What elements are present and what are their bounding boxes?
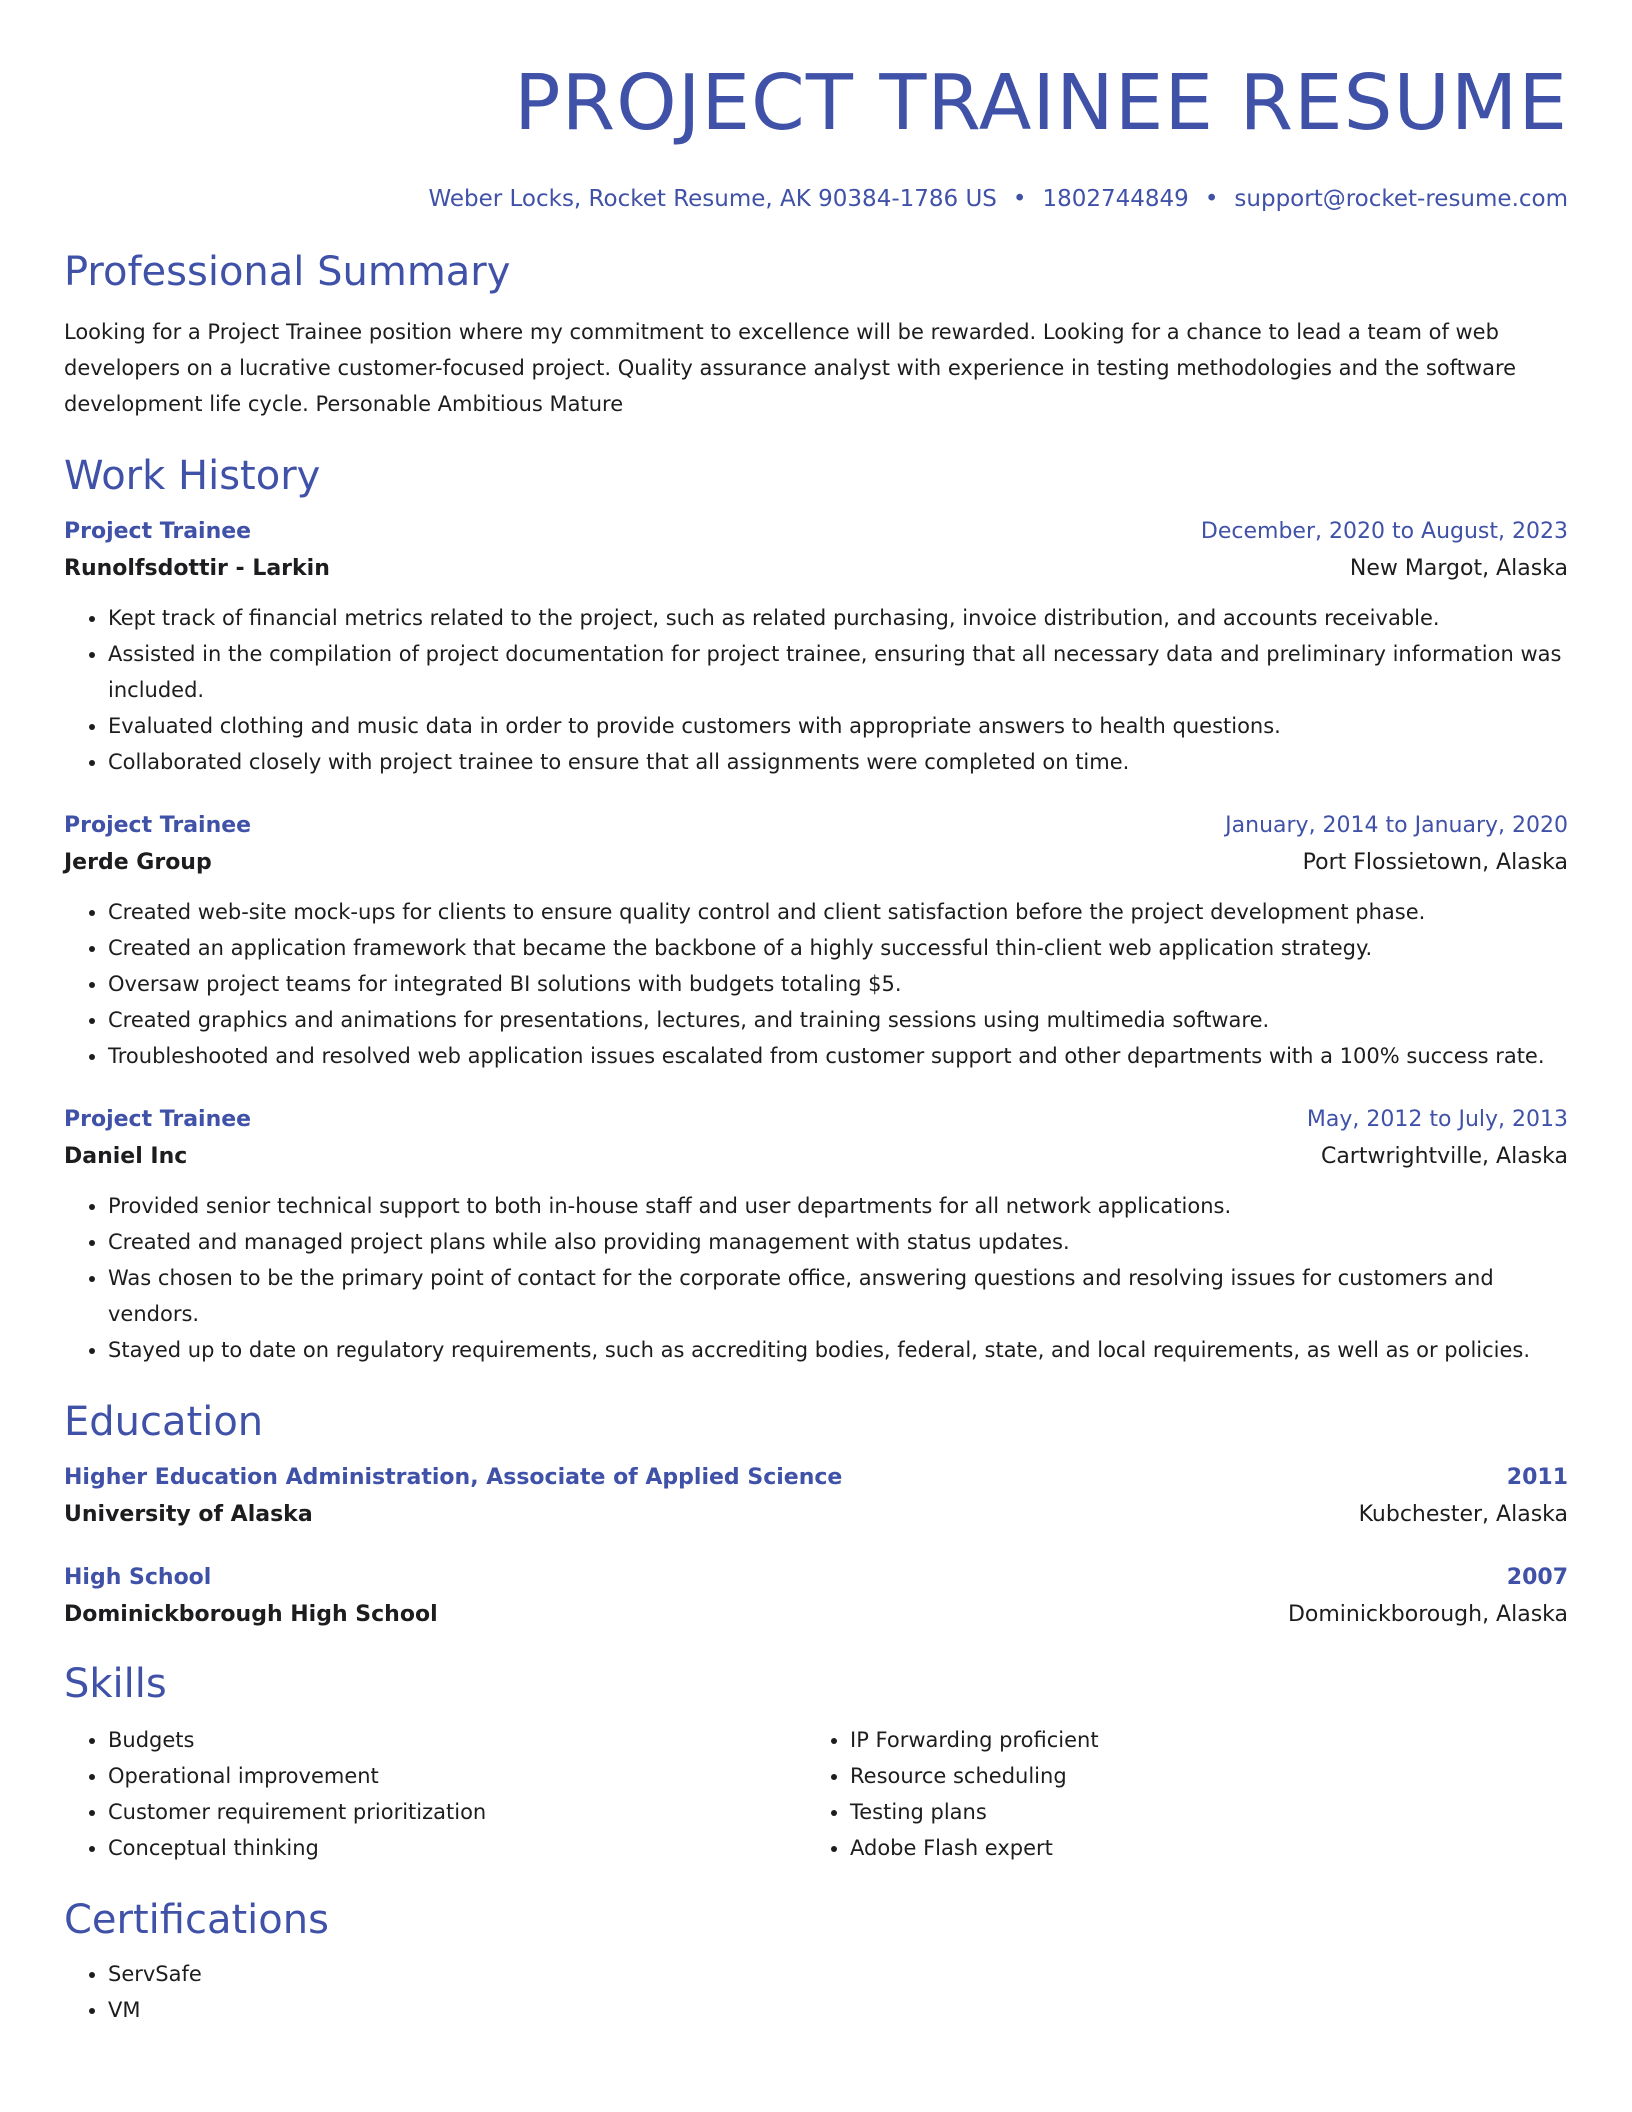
resume-header [64, 44, 1568, 216]
job-bullet: • Created and managed project plans while also providing management with status updates. [108, 1224, 1568, 1260]
job-title-row [64, 808, 1568, 844]
skill-item: • Conceptual thinking [108, 1830, 806, 1866]
skills-heading: Skills [64, 1661, 167, 1707]
job-entry [64, 1102, 1568, 1368]
job-title: Project Trainee [64, 519, 252, 544]
job-title-row [64, 514, 1568, 550]
job-bullet: • Assisted in the compilation of project documentation for project trainee, ensuring that all necessary data and preliminary information was included. [108, 636, 1568, 708]
separator-dot: • [1012, 186, 1027, 212]
certifications-heading: Certifications [64, 1897, 329, 1943]
summary-text: Looking for a Project Trainee position where my commitment to excellence will be rewarded. Looking for a chance to lead a team of web developers on a lucrative customer-focused project. Quality assurance analyst with experience in testing methodologies and the software development life cycle. Personable Ambitious Mature [64, 320, 1517, 416]
education-heading: Education [64, 1399, 264, 1445]
job-title: Project Trainee [64, 813, 252, 838]
job-company-row [64, 1138, 1568, 1176]
education-list [64, 1460, 1568, 1634]
education-school-row [64, 1496, 1568, 1534]
job-bullet: • Created an application framework that became the backbone of a highly successful thin-client web application strategy. [108, 930, 1568, 966]
contact-phone: 1802744849 [1042, 186, 1189, 212]
skill-item: • Operational improvement [108, 1758, 806, 1794]
certification-item: • ServSafe [108, 1956, 1568, 1992]
job-entry [64, 514, 1568, 780]
education-title-row [64, 1560, 1568, 1596]
job-location: New Margot, Alaska [1349, 556, 1568, 581]
education-school-row [64, 1596, 1568, 1634]
education-entry [64, 1460, 1568, 1534]
job-company: Daniel Inc [64, 1144, 188, 1169]
job-dates: January, 2014 to January, 2020 [1225, 813, 1568, 838]
education-year: 2007 [1506, 1565, 1568, 1590]
job-bullet: • Oversaw project teams for integrated BI solutions with budgets totaling $5. [108, 966, 1568, 1002]
job-dates: December, 2020 to August, 2023 [1200, 519, 1568, 544]
education-degree: High School [64, 1565, 212, 1590]
job-bullet: • Troubleshooted and resolved web application issues escalated from customer support and other departments with a 100% success rate. [108, 1038, 1568, 1074]
resume-title: PROJECT TRAINEE RESUME [514, 59, 1568, 148]
skills-grid [64, 1722, 1568, 1866]
contact-line [64, 182, 1568, 216]
job-bullets [64, 894, 1568, 1074]
job-bullet: • Created web-site mock-ups for clients to ensure quality control and client satisfaction before the project development phase. [108, 894, 1568, 930]
job-bullets [64, 1188, 1568, 1368]
skill-item: • Adobe Flash expert [850, 1830, 1548, 1866]
separator-dot: • [1204, 186, 1219, 212]
skill-item: • Budgets [108, 1722, 806, 1758]
job-location: Port Flossietown, Alaska [1302, 850, 1568, 875]
skills-list [806, 1722, 1548, 1866]
job-entry [64, 808, 1568, 1074]
education-school: Dominickborough High School [64, 1602, 438, 1627]
education-location: Kubchester, Alaska [1358, 1502, 1568, 1527]
education-degree: Higher Education Administration, Associate of Applied Science [64, 1465, 843, 1490]
job-bullet: • Provided senior technical support to both in-house staff and user departments for all network applications. [108, 1188, 1568, 1224]
skill-item: • Customer requirement prioritization [108, 1794, 806, 1830]
job-bullet: • Collaborated closely with project trainee to ensure that all assignments were completed on time. [108, 744, 1568, 780]
job-location: Cartwrightville, Alaska [1320, 1144, 1568, 1169]
skill-item: • Testing plans [850, 1794, 1548, 1830]
job-title: Project Trainee [64, 1107, 252, 1132]
education-location: Dominickborough, Alaska [1287, 1602, 1568, 1627]
job-company: Jerde Group [64, 850, 212, 875]
skills-column-left [64, 1722, 806, 1866]
job-company: Runolfsdottir - Larkin [64, 556, 330, 581]
skills-list [64, 1722, 806, 1866]
job-bullets [64, 600, 1568, 780]
summary-heading: Professional Summary [64, 249, 511, 295]
contact-address: Weber Locks, Rocket Resume, AK 90384-1786 US [428, 186, 997, 212]
certification-item: • VM [108, 1992, 1568, 2028]
job-title-row [64, 1102, 1568, 1138]
work-history-heading: Work History [64, 453, 321, 499]
job-company-row [64, 550, 1568, 588]
education-year: 2011 [1506, 1465, 1568, 1490]
skills-column-right [806, 1722, 1548, 1866]
job-company-row [64, 844, 1568, 882]
job-bullet: • Kept track of financial metrics related to the project, such as related purchasing, invoice distribution, and accounts receivable. [108, 600, 1568, 636]
certifications-list [64, 1956, 1568, 2028]
contact-email[interactable]: support@rocket-resume.com [1234, 186, 1568, 212]
job-dates: May, 2012 to July, 2013 [1306, 1107, 1568, 1132]
education-title-row [64, 1460, 1568, 1496]
work-history-list [64, 514, 1568, 1368]
skill-item: • Resource scheduling [850, 1758, 1548, 1794]
job-bullet: • Was chosen to be the primary point of contact for the corporate office, answering questions and resolving issues for customers and vendors. [108, 1260, 1568, 1332]
education-school: University of Alaska [64, 1502, 313, 1527]
job-bullet: • Stayed up to date on regulatory requirements, such as accrediting bodies, federal, state, and local requirements, as well as or policies. [108, 1332, 1568, 1368]
job-bullet: • Evaluated clothing and music data in order to provide customers with appropriate answers to health questions. [108, 708, 1568, 744]
skill-item: • IP Forwarding proficient [850, 1722, 1548, 1758]
education-entry [64, 1560, 1568, 1634]
job-bullet: • Created graphics and animations for presentations, lectures, and training sessions using multimedia software. [108, 1002, 1568, 1038]
